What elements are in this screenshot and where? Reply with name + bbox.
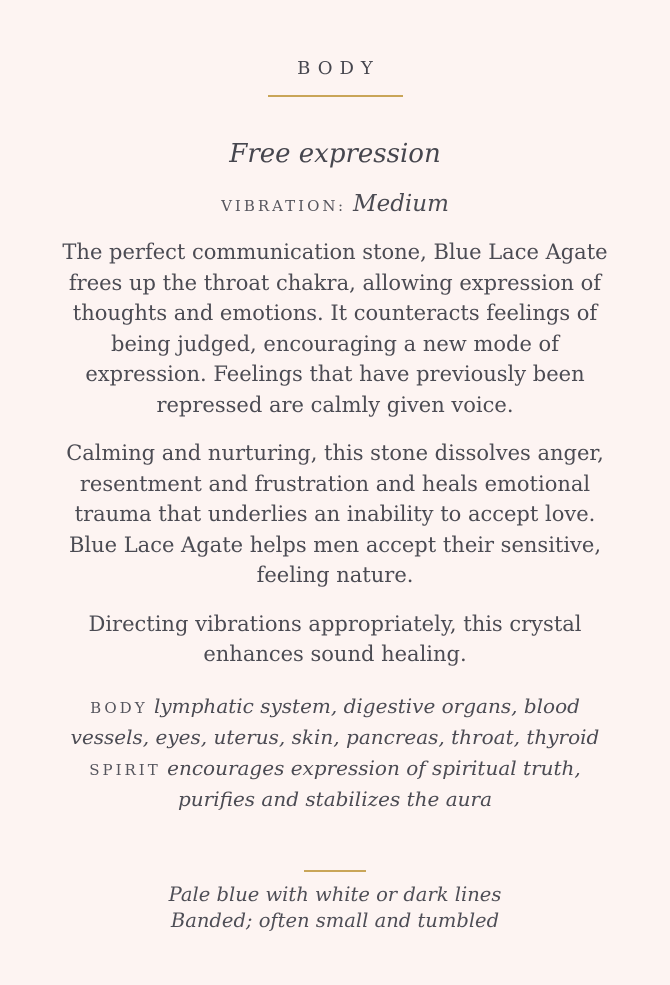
- chapter-heading: BODY: [297, 58, 380, 79]
- attribute-spirit: [61, 754, 609, 814]
- attribute-body: [61, 692, 609, 752]
- vibration-label: VIBRATION:: [221, 197, 347, 215]
- appearance-line-1: Pale blue with white or dark lines: [168, 882, 502, 906]
- body-paragraph-2: Calming and nurturing, this stone dissolves anger, resentment and frustration and heals emotional trauma that underlies an inability to accept love. Blue Lace Agate helps men accept their sensitive, feeling nature.: [66, 441, 604, 587]
- body-paragraph-1: The perfect communication stone, Blue Lace Agate frees up the throat chakra, allowing expression of thoughts and emotions. It counteracts feelings of being judged, encouraging a new mode of expression. Feelings that have previously been repressed are calmly given voice.: [62, 240, 608, 417]
- attribute-spirit-text: encourages expression of spiritual truth, purifies and stabilizes the aura: [167, 755, 581, 811]
- attribute-body-label: BODY: [90, 698, 148, 717]
- footer-divider-rule: [304, 870, 366, 872]
- heading-divider-rule: [268, 95, 403, 97]
- appearance-section: [169, 882, 502, 935]
- vibration-line: [221, 191, 449, 217]
- stone-subtitle: Free expression: [229, 139, 441, 169]
- attribute-body-text: lymphatic system, digestive organs, blood vessels, eyes, uterus, skin, pancreas, throat, thyroid: [70, 693, 600, 749]
- attribute-spirit-label: SPIRIT: [89, 760, 161, 779]
- body-paragraph-3: Directing vibrations appropriately, this crystal enhances sound healing.: [88, 611, 582, 666]
- vibration-value: Medium: [353, 191, 449, 217]
- attributes-section: [61, 690, 609, 814]
- appearance-line-2: Banded; often small and tumbled: [170, 909, 500, 932]
